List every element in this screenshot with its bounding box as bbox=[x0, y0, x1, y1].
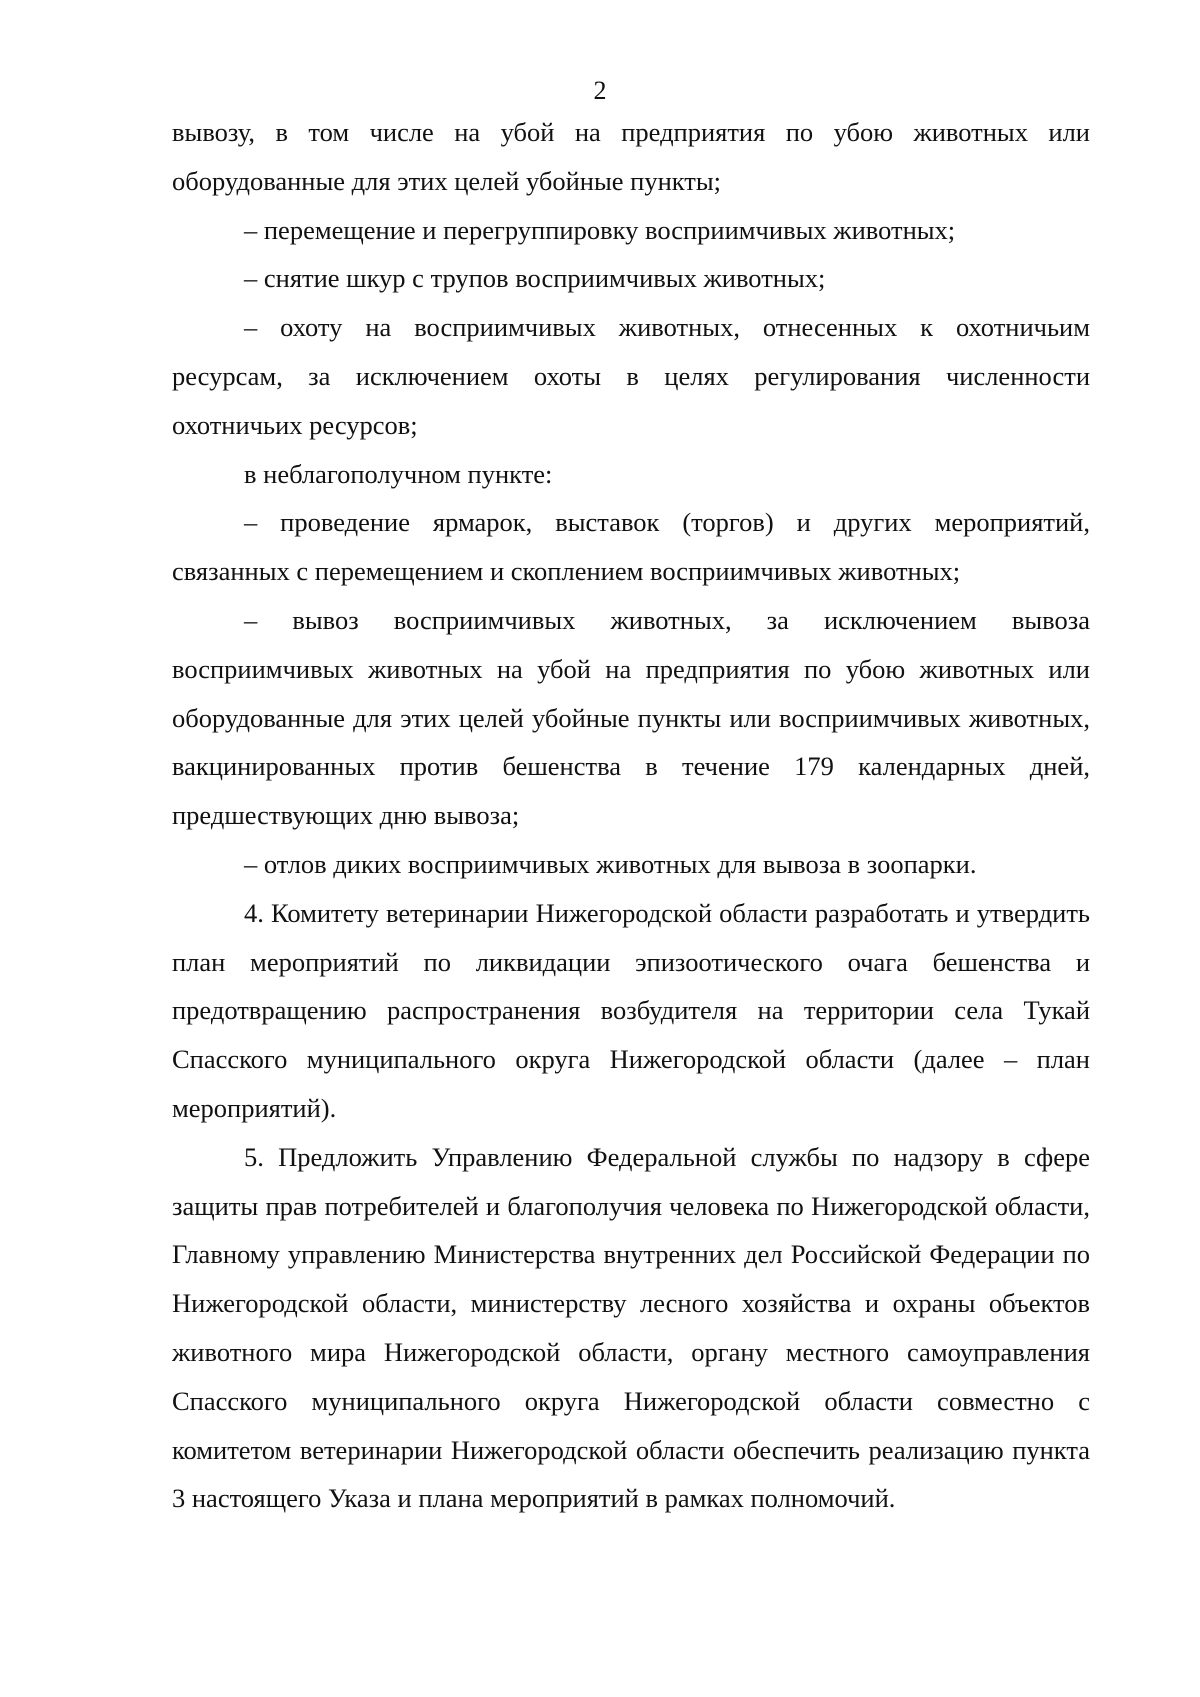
clause-4: 4. Комитету ветеринарии Нижегородской области разработать и утвердить план мероприятий по ликвидации эпизоотического очага бешенства и предотвращению распространения возбудителя на территории села Тукай Спасского муниципального округа Нижегородской области (далее – план мероприятий). bbox=[172, 897, 1090, 1123]
list-item-wild-capture: – отлов диких восприимчивых животных для вывоза в зоопарки. bbox=[244, 848, 977, 879]
list-item-export: – вывоз восприимчивых животных, за исключением вывоза восприимчивых животных на убой на предприятия по убою животных или оборудованные для этих целей убойные пункты или восприимчивых животных, вакцинированных против бешенства в течение 179 календарных дней, предшествующих дню вывоза; bbox=[172, 604, 1090, 831]
paragraph-continuation: вывозу, в том числе на убой на предприятия по убою животных или оборудованные для этих целей убойные пункты; bbox=[172, 117, 1090, 196]
list-item-hunting: – охоту на восприимчивых животных, отнесенных к охотничьим ресурсам, за исключением охоты в целях регулирования численности охотничьих ресурсов; bbox=[172, 312, 1090, 440]
subheading-unfavorable-point: в неблагополучном пункте: bbox=[244, 458, 553, 489]
document-body bbox=[172, 108, 1090, 1523]
clause-5: 5. Предложить Управлению Федеральной службы по надзору в сфере защиты прав потребителей и благополучия человека по Нижегородской области, Главному управлению Министерства внутренних дел Российской Федерации по Нижегородской области, министерству лесного хозяйства и охраны объектов животного мира Нижегородской области, органу местного самоуправления Спасского муниципального округа Нижегородской области совместно с комитетом ветеринарии Нижегородской области обеспечить реализацию пункта 3 настоящего Указа и плана мероприятий в рамках полномочий. bbox=[172, 1141, 1090, 1514]
list-item-fairs: – проведение ярмарок, выставок (торгов) и других мероприятий, связанных с перемещением и скоплением восприимчивых животных; bbox=[172, 507, 1090, 587]
list-item-regrouping: – перемещение и перегруппировку восприимчивых животных; bbox=[244, 214, 956, 245]
list-item-skinning: – снятие шкур с трупов восприимчивых животных; bbox=[244, 263, 826, 294]
page-number: 2 bbox=[593, 76, 607, 105]
